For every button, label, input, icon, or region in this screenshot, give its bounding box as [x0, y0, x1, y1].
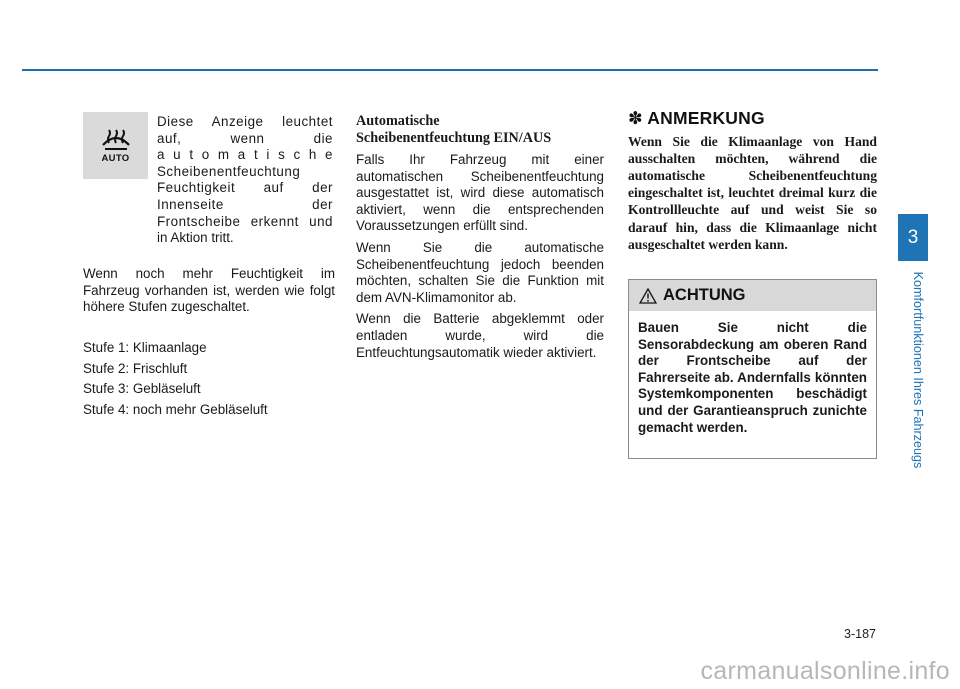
indicator-line: Frontscheibe erkennt und — [157, 213, 333, 229]
caution-header — [629, 280, 876, 311]
humidity-paragraph — [83, 266, 335, 316]
section-heading-line2: Scheibenentfeuchtung EIN/AUS — [356, 129, 552, 146]
indicator-line: Innenseite der — [157, 196, 333, 212]
page-number: 3-187 — [844, 627, 876, 641]
note-heading-text: ANMERKUNG — [647, 108, 765, 128]
chapter-tab: 3 — [898, 214, 928, 261]
stage-item: Stufe 3: Gebläseluft — [83, 381, 201, 397]
section-paragraph: Falls Ihr Fahrzeug mit einer automatischen Scheibenentfeuchtung ausgestattet ist, wird diese automatisch aktiviert, wenn die entsprechenden Voraussetzungen erfüllt sind. — [356, 152, 604, 234]
caution-box — [628, 279, 877, 459]
chapter-title: Komfortfunktionen Ihres Fahrzeugs — [911, 271, 925, 469]
indicator-line: Scheibenentfeuchtung — [157, 163, 301, 179]
indicator-line: a u t o m a t i s c h e — [157, 147, 333, 163]
stage-item: Stufe 4: noch mehr Gebläseluft — [83, 401, 268, 417]
section-heading-line1: Automatische — [356, 113, 440, 129]
auto-defog-icon — [98, 128, 134, 152]
watermark: carmanualsonline.info — [700, 657, 950, 685]
note-text: Wenn Sie die Klimaanlage von Hand ausschalten möchten, während die automatische Scheibenentfeuchtung eingeschaltet ist, leuchtet dreimal kurz die Kontrollleuchte auf und weist Sie so darauf hin, dass die Klimaanlage nicht ausgeschaltet werden kann. — [628, 133, 877, 252]
indicator-line: Feuchtigkeit auf der — [157, 180, 333, 196]
auto-label: AUTO — [101, 152, 130, 164]
auto-defog-section — [356, 113, 604, 366]
note-heading — [628, 110, 877, 127]
top-rule — [22, 69, 878, 71]
stage-item: Stufe 2: Frischluft — [83, 360, 188, 376]
humidity-text: Wenn noch mehr Feuchtigkeit im Fahrzeug vorhanden ist, werden wie folgt höhere Stufen zugeschaltet. — [83, 266, 335, 315]
section-heading — [356, 113, 604, 146]
section-paragraph: Wenn die Batterie abgeklemmt oder entladen wurde, wird die Entfeuchtungsautomatik wieder aktiviert. — [356, 311, 604, 360]
indicator-line: in Aktion tritt. — [157, 230, 234, 246]
stage-list — [83, 340, 335, 422]
indicator-line: auf, wenn die — [157, 130, 333, 146]
note-symbol-icon: ✽ — [628, 108, 643, 128]
warning-triangle-icon — [639, 288, 657, 304]
indicator-line: Diese Anzeige leuchtet — [157, 114, 333, 129]
note-section — [628, 110, 877, 253]
section-paragraph: Wenn Sie die automatische Scheibenentfeuchtung jedoch beenden möchten, schalten Sie die Funktion mit dem AVN-Klimamonitor ab. — [356, 239, 604, 305]
auto-defog-indicator — [83, 112, 148, 179]
caution-text: Bauen Sie nicht die Sensorabdeckung am oberen Rand der Frontscheibe auf der Fahrerseite ab. Andernfalls könnten Systemkomponenten beschädigt und der Garantieanspruch zunichte gemacht werden. — [638, 320, 867, 435]
indicator-description — [157, 114, 333, 247]
caution-heading: ACHTUNG — [663, 286, 746, 304]
stage-item: Stufe 1: Klimaanlage — [83, 340, 207, 355]
